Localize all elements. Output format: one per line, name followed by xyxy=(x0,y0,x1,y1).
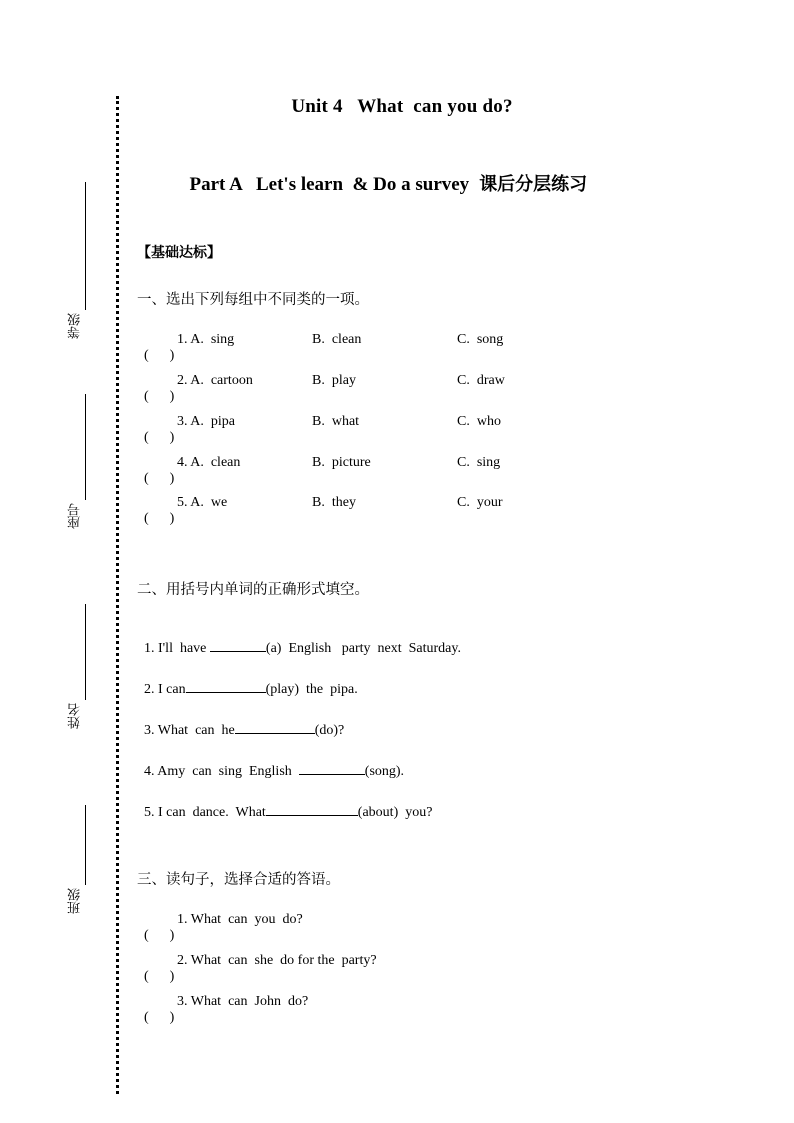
sentence-end: (a) English party next Saturday. xyxy=(265,641,461,656)
answer-paren[interactable]: ( ) xyxy=(144,348,175,363)
option-a: 1. A. sing xyxy=(177,332,235,347)
answer-paren[interactable]: ( ) xyxy=(144,389,175,404)
seat-write-line xyxy=(85,394,86,500)
section1-item xyxy=(137,414,501,445)
sentence-end: (song). xyxy=(364,764,405,779)
option-b: B. play xyxy=(312,373,356,388)
answer-paren[interactable]: ( ) xyxy=(144,969,175,984)
sidebar-label-class: 班级 xyxy=(68,888,83,914)
answer-paren[interactable]: ( ) xyxy=(144,928,175,943)
section2-item xyxy=(137,704,344,739)
sentence-start: 3. What can he xyxy=(144,723,235,738)
section1-heading: 一、选出下列每组中不同类的一项。 xyxy=(137,292,369,308)
option-a: 2. A. cartoon xyxy=(177,373,253,388)
subtitle-english: Part A Let's learn & Do a survey xyxy=(189,174,470,195)
sidebar-field-name xyxy=(66,604,106,744)
section2-item xyxy=(137,663,358,698)
sentence-start: 1. I'll have xyxy=(144,641,210,656)
option-c: C. draw xyxy=(457,373,505,388)
subtitle-chinese: 课后分层练习 xyxy=(479,174,588,195)
question-text: 2. What can she do for the party? xyxy=(177,953,377,968)
sentence-end: (about) you? xyxy=(357,805,433,820)
section3-item xyxy=(137,953,377,984)
sentence-start: 2. I can xyxy=(144,682,186,697)
section2-item xyxy=(137,622,461,657)
question-text: 3. What can John do? xyxy=(177,994,309,1009)
section1-item xyxy=(137,455,501,486)
section1-item xyxy=(137,495,503,526)
option-c: C. sing xyxy=(457,455,501,470)
sentence-start: 4. Amy can sing English xyxy=(144,764,299,779)
level-badge: 【基础达标】 xyxy=(137,245,221,261)
fill-blank[interactable] xyxy=(299,761,365,775)
option-b: B. what xyxy=(312,414,360,429)
option-b: B. clean xyxy=(312,332,362,347)
page-subtitle xyxy=(180,148,587,196)
class-write-line xyxy=(85,805,86,885)
section1-item xyxy=(137,332,504,363)
section3-heading: 三、读句子，选择合适的答语。 xyxy=(137,872,340,888)
answer-paren[interactable]: ( ) xyxy=(144,1010,175,1025)
binding-dotted-line xyxy=(116,96,119,1094)
option-c: C. song xyxy=(457,332,504,347)
option-c: C. your xyxy=(457,495,503,510)
option-a: 4. A. clean xyxy=(177,455,241,470)
fill-blank[interactable] xyxy=(210,638,266,652)
sidebar-label-seat: 座号 xyxy=(68,503,83,529)
sidebar-field-grade xyxy=(66,182,106,342)
sidebar-field-class xyxy=(66,805,106,935)
option-b: B. picture xyxy=(312,455,371,470)
section3-item xyxy=(137,994,309,1025)
section3-item xyxy=(137,912,303,943)
answer-paren[interactable]: ( ) xyxy=(144,471,175,486)
sentence-end: (do)? xyxy=(314,723,345,738)
name-write-line xyxy=(85,604,86,700)
grade-write-line xyxy=(85,182,86,310)
sidebar-label-name: 姓名 xyxy=(68,703,83,729)
fill-blank[interactable] xyxy=(235,720,315,734)
page-title: Unit 4 What can you do? xyxy=(291,96,513,117)
section2-heading: 二、用括号内单词的正确形式填空。 xyxy=(137,582,369,598)
option-c: C. who xyxy=(457,414,501,429)
answer-paren[interactable]: ( ) xyxy=(144,511,175,526)
fill-blank[interactable] xyxy=(186,679,266,693)
sentence-end: (play) the pipa. xyxy=(265,682,358,697)
fill-blank[interactable] xyxy=(266,802,358,816)
option-a: 3. A. pipa xyxy=(177,414,235,429)
question-text: 1. What can you do? xyxy=(177,912,303,927)
answer-paren[interactable]: ( ) xyxy=(144,430,175,445)
sidebar-field-seat xyxy=(66,394,106,534)
option-a: 5. A. we xyxy=(177,495,228,510)
section1-item xyxy=(137,373,505,404)
sentence-start: 5. I can dance. What xyxy=(144,805,266,820)
section2-item xyxy=(137,745,404,780)
sidebar-label-grade: 等级 xyxy=(68,313,83,339)
section2-item xyxy=(137,786,432,821)
option-b: B. they xyxy=(312,495,356,510)
